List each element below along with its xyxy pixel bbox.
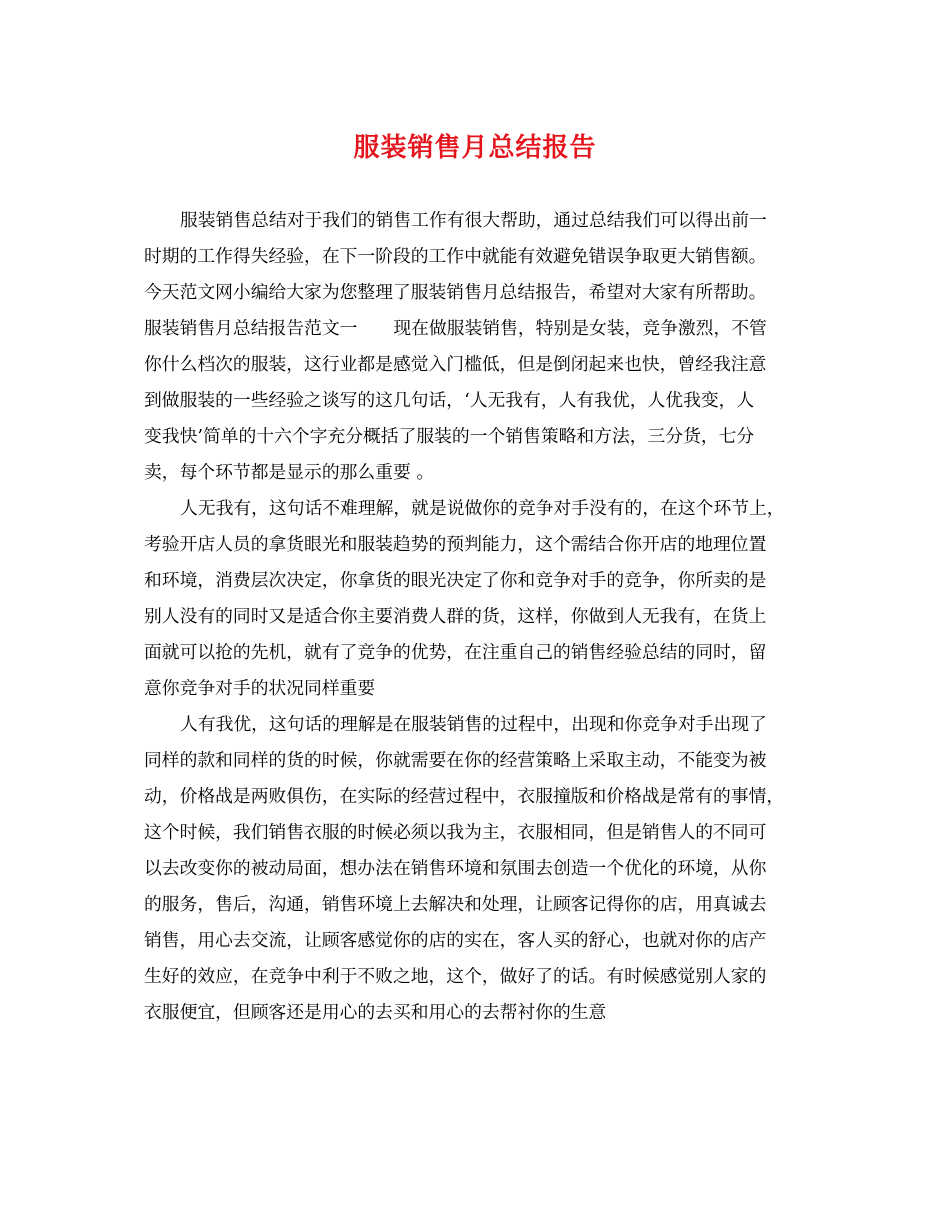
text-line-content: 服装销售总结对于我们的销售工作有很大帮助，通过总结我们可以得出前一	[180, 210, 767, 231]
text-line	[144, 635, 808, 671]
text-line-content: 销售，用心去交流，让顾客感觉你的店的实在，客人买的舒心，也就对你的店产	[144, 930, 767, 951]
text-line	[144, 995, 808, 1031]
text-line	[144, 815, 808, 851]
text-line-content: 这个时候，我们销售衣服的时候必须以我为主，衣服相同，但是销售人的不同可	[144, 822, 767, 843]
text-line	[144, 779, 808, 815]
text-line-content: 意你竞争对手的状况同样重要	[144, 678, 376, 699]
text-line	[144, 491, 808, 527]
text-line	[144, 887, 808, 923]
text-line	[144, 311, 808, 347]
text-line-continuation: 现在做服装销售，特别是女装，竞争激烈，不管	[393, 318, 767, 339]
text-line	[144, 347, 808, 383]
text-line	[144, 599, 808, 635]
text-line-content: 人有我优，这句话的理解是在服装销售的过程中，出现和你竞争对手出现了	[180, 714, 767, 735]
text-line-content: 别人没有的同时又是适合你主要消费人群的货，这样，你做到人无我有，在货上	[144, 606, 767, 627]
text-line-content: 的服务，售后，沟通，销售环境上去解决和处理，让顾客记得你的店，用真诚去	[144, 894, 767, 915]
text-line	[144, 419, 808, 455]
text-line	[144, 275, 808, 311]
text-line	[144, 959, 808, 995]
text-line-content: 服装销售月总结报告范文一	[144, 318, 358, 339]
text-line-content: 到做服装的一些经验之谈写的这几句话，‘人无我有，人有我优，人优我变，人	[144, 390, 755, 411]
text-line-content: 同样的款和同样的货的时候，你就需要在你的经营策略上采取主动，不能变为被	[144, 750, 767, 771]
document-title: 服装销售月总结报告	[353, 133, 597, 163]
text-line-content: 生好的效应，在竞争中利于不败之地，这个，做好了的话。有时候感觉别人家的	[144, 966, 767, 987]
text-line-content: 人无我有，这句话不难理解，就是说做你的竞争对手没有的，在这个环节上，	[180, 498, 785, 519]
text-line-content: 考验开店人员的拿货眼光和服装趋势的预判能力，这个需结合你开店的地理位置	[144, 534, 767, 555]
text-line-content: 衣服便宜，但顾客还是用心的去买和用心的去帮衬你的生意	[144, 1002, 607, 1023]
text-line	[144, 671, 808, 707]
text-line-content: 变我快’简单的十六个字充分概括了服装的一个销售策略和方法，三分货，七分	[144, 426, 755, 447]
text-line	[144, 383, 808, 419]
text-line	[144, 239, 808, 275]
text-line-content: 时期的工作得失经验，在下一阶段的工作中就能有效避免错误争取更大销售额。	[144, 246, 767, 267]
text-line	[144, 563, 808, 599]
text-line-content: 卖，每个环节都是显示的那么重要 。	[144, 462, 435, 483]
text-line	[144, 923, 808, 959]
text-line	[144, 743, 808, 779]
text-line-content: 和环境，消费层次决定，你拿货的眼光决定了你和竞争对手的竞争，你所卖的是	[144, 570, 767, 591]
text-line	[144, 203, 808, 239]
text-line-content: 动，价格战是两败俱伤，在实际的经营过程中，衣服撞版和价格战是常有的事情，	[144, 786, 785, 807]
text-line	[144, 527, 808, 563]
text-line	[144, 455, 808, 491]
text-line-content: 今天范文网小编给大家为您整理了服装销售月总结报告，希望对大家有所帮助。	[144, 282, 767, 303]
text-line-content: 你什么档次的服装，这行业都是感觉入门槛低，但是倒闭起来也快，曾经我注意	[144, 354, 767, 375]
document-body	[144, 203, 808, 1031]
text-line	[144, 851, 808, 887]
text-line-content: 面就可以抢的先机，就有了竞争的优势，在注重自己的销售经验总结的同时，留	[144, 642, 767, 663]
text-line-content: 以去改变你的被动局面，想办法在销售环境和氛围去创造一个优化的环境，从你	[144, 858, 767, 879]
text-line	[144, 707, 808, 743]
